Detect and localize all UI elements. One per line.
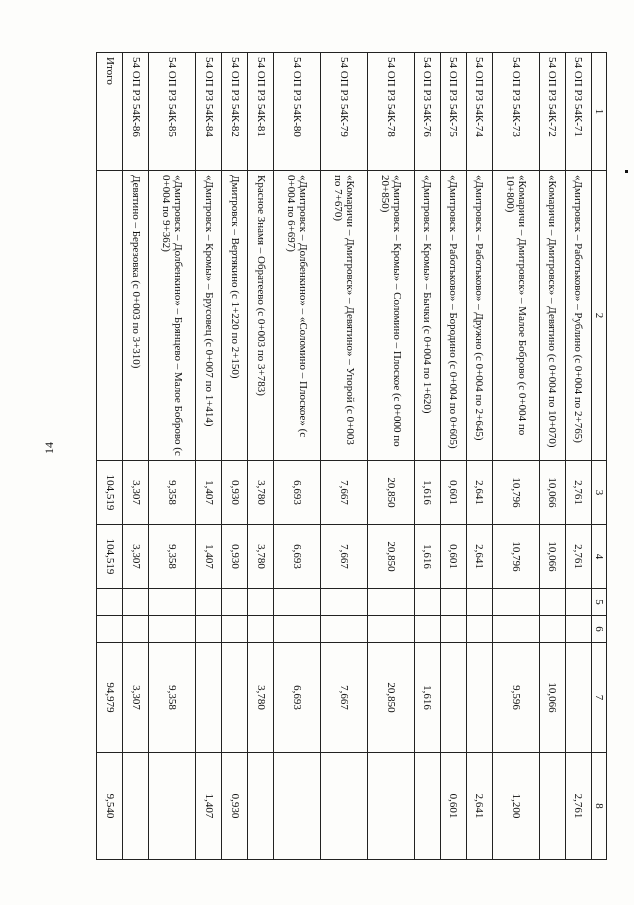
value-cell-c8	[367, 753, 414, 860]
road-id-cell: 54 ОП РЗ 54К-75	[440, 53, 466, 171]
table-row	[539, 53, 565, 860]
value-cell-c4: 20,850	[367, 525, 414, 589]
rotated-page	[96, 52, 607, 859]
value-cell-c6	[149, 616, 196, 643]
value-cell-c5	[321, 589, 368, 616]
value-cell-c7: 1,616	[414, 643, 440, 753]
road-id-cell: 54 ОП РЗ 54К-76	[414, 53, 440, 171]
road-description-cell: «Дмитровск – Кромы» – Бычки (с 0+004 по 1+620)	[414, 171, 440, 461]
value-cell-c4: 7,667	[321, 525, 368, 589]
value-cell-c3: 9,358	[149, 461, 196, 525]
table-row	[274, 53, 321, 860]
value-cell-c5	[222, 589, 248, 616]
road-description-cell: «Комаричи – Дмитровск» – Девятино (с 0+004 по 10+070)	[539, 171, 565, 461]
road-description-cell: Девятино – Березовка (с 0+003 по 3+310)	[123, 171, 149, 461]
table-row	[222, 53, 248, 860]
column-header-3: 3	[592, 461, 607, 525]
value-cell-c6	[565, 616, 591, 643]
table-row	[248, 53, 274, 860]
table-row	[321, 53, 368, 860]
value-cell-c4: 1,407	[196, 525, 222, 589]
value-cell-c4: 1,616	[414, 525, 440, 589]
value-cell-c6	[466, 616, 492, 643]
value-cell-c4: 10,796	[493, 525, 540, 589]
value-cell-c3: 20,850	[367, 461, 414, 525]
road-id-cell: 54 ОП РЗ 54К-78	[367, 53, 414, 171]
value-cell-c7: 3,780	[248, 643, 274, 753]
value-cell-c5	[196, 589, 222, 616]
value-cell-c7	[466, 643, 492, 753]
value-cell-c4: 10,066	[539, 525, 565, 589]
road-description-cell: «Дмитровск – Кромы» – Брусовец (с 0+007 по 1+414)	[196, 171, 222, 461]
value-cell-c6	[321, 616, 368, 643]
value-cell-c7: 7,667	[321, 643, 368, 753]
table-row	[414, 53, 440, 860]
road-id-cell: 54 ОП РЗ 54К-79	[321, 53, 368, 171]
value-cell-c8	[123, 753, 149, 860]
road-id-cell: 54 ОП РЗ 54К-73	[493, 53, 540, 171]
column-header-8: 8	[592, 753, 607, 860]
total-empty-cell	[97, 171, 123, 461]
value-cell-c8	[539, 753, 565, 860]
value-cell-c8	[149, 753, 196, 860]
total-value-c8: 9,540	[97, 753, 123, 860]
page-number: 14	[42, 442, 56, 454]
road-id-cell: 54 ОП РЗ 54К-82	[222, 53, 248, 171]
value-cell-c5	[248, 589, 274, 616]
road-description-cell: Красное Знамя – Обратеево (с 0+003 по 3+783)	[248, 171, 274, 461]
table-row	[196, 53, 222, 860]
value-cell-c4: 2,641	[466, 525, 492, 589]
value-cell-c8: 0,930	[222, 753, 248, 860]
value-cell-c6	[367, 616, 414, 643]
value-cell-c4: 6,693	[274, 525, 321, 589]
table-row	[367, 53, 414, 860]
value-cell-c5	[274, 589, 321, 616]
total-label: Итого	[97, 53, 123, 171]
value-cell-c5	[123, 589, 149, 616]
value-cell-c7	[222, 643, 248, 753]
value-cell-c4: 0,930	[222, 525, 248, 589]
value-cell-c7	[565, 643, 591, 753]
road-description-cell: «Дмитровск – Работьково» – Дружно (с 0+004 по 2+645)	[466, 171, 492, 461]
column-header-2: 2	[592, 171, 607, 461]
value-cell-c8: 2,641	[466, 753, 492, 860]
value-cell-c6	[414, 616, 440, 643]
value-cell-c4: 0,601	[440, 525, 466, 589]
value-cell-c4: 9,358	[149, 525, 196, 589]
value-cell-c7: 3,307	[123, 643, 149, 753]
road-id-cell: 54 ОП РЗ 54К-74	[466, 53, 492, 171]
road-id-cell: 54 ОП РЗ 54К-84	[196, 53, 222, 171]
value-cell-c3: 2,641	[466, 461, 492, 525]
value-cell-c4: 3,307	[123, 525, 149, 589]
table-row	[149, 53, 196, 860]
value-cell-c3: 10,066	[539, 461, 565, 525]
column-header-7: 7	[592, 643, 607, 753]
value-cell-c3: 3,307	[123, 461, 149, 525]
table-row	[466, 53, 492, 860]
value-cell-c5	[565, 589, 591, 616]
table-body	[97, 53, 592, 860]
value-cell-c8: 0,601	[440, 753, 466, 860]
road-description-cell: «Дмитровск – Работьково» – Бородино (с 0+004 по 0+605)	[440, 171, 466, 461]
value-cell-c8: 1,200	[493, 753, 540, 860]
value-cell-c8: 2,761	[565, 753, 591, 860]
road-description-cell: «Дмитровск – Долбенкино» – «Соломино – Плоское» (с 0+004 по 6+697)	[274, 171, 321, 461]
value-cell-c6	[539, 616, 565, 643]
total-value-c5	[97, 589, 123, 616]
road-description-cell: Дмитровск – Вертякино (с 1+220 по 2+150)	[222, 171, 248, 461]
value-cell-c6	[222, 616, 248, 643]
value-cell-c5	[149, 589, 196, 616]
value-cell-c5	[440, 589, 466, 616]
value-cell-c8	[321, 753, 368, 860]
value-cell-c3: 10,796	[493, 461, 540, 525]
total-value-c7: 94,979	[97, 643, 123, 753]
value-cell-c8	[248, 753, 274, 860]
road-id-cell: 54 ОП РЗ 54К-80	[274, 53, 321, 171]
road-id-cell: 54 ОП РЗ 54К-85	[149, 53, 196, 171]
total-value-c4: 104,519	[97, 525, 123, 589]
table-row	[565, 53, 591, 860]
value-cell-c8	[274, 753, 321, 860]
scan-mark	[625, 170, 628, 173]
value-cell-c6	[274, 616, 321, 643]
value-cell-c8: 1,407	[196, 753, 222, 860]
value-cell-c6	[248, 616, 274, 643]
value-cell-c3: 0,930	[222, 461, 248, 525]
table-row	[440, 53, 466, 860]
column-header-1: 1	[592, 53, 607, 171]
road-id-cell: 54 ОП РЗ 54К-72	[539, 53, 565, 171]
value-cell-c6	[123, 616, 149, 643]
value-cell-c3: 7,667	[321, 461, 368, 525]
value-cell-c3: 1,616	[414, 461, 440, 525]
roads-table	[96, 52, 607, 860]
value-cell-c5	[414, 589, 440, 616]
value-cell-c3: 6,693	[274, 461, 321, 525]
road-description-cell: «Дмитровск – Кромы» – Соломино – Плоское (с 0+000 по 20+850)	[367, 171, 414, 461]
value-cell-c7: 9,596	[493, 643, 540, 753]
value-cell-c5	[493, 589, 540, 616]
value-cell-c8	[414, 753, 440, 860]
road-description-cell: «Дмитровск – Долбенкино» – Брянцево – Малое Боброво (с 0+004 по 9+362)	[149, 171, 196, 461]
road-id-cell: 54 ОП РЗ 54К-71	[565, 53, 591, 171]
total-value-c6	[97, 616, 123, 643]
value-cell-c7: 20,850	[367, 643, 414, 753]
value-cell-c7	[196, 643, 222, 753]
column-header-4: 4	[592, 525, 607, 589]
road-description-cell: «Дмитровск – Работьково» – Рублино (с 0+004 по 2+765)	[565, 171, 591, 461]
value-cell-c5	[539, 589, 565, 616]
value-cell-c5	[466, 589, 492, 616]
total-value-c3: 104,519	[97, 461, 123, 525]
value-cell-c6	[196, 616, 222, 643]
total-row	[97, 53, 123, 860]
value-cell-c6	[493, 616, 540, 643]
value-cell-c4: 2,761	[565, 525, 591, 589]
value-cell-c3: 1,407	[196, 461, 222, 525]
value-cell-c7: 9,358	[149, 643, 196, 753]
value-cell-c4: 3,780	[248, 525, 274, 589]
value-cell-c6	[440, 616, 466, 643]
value-cell-c7	[440, 643, 466, 753]
value-cell-c5	[367, 589, 414, 616]
value-cell-c3: 3,780	[248, 461, 274, 525]
table-row	[493, 53, 540, 860]
table-row	[123, 53, 149, 860]
road-description-cell: «Комаричи – Дмитровск» – Девятино» – Упорой (с 0+003 по 7+670)	[321, 171, 368, 461]
value-cell-c3: 0,601	[440, 461, 466, 525]
column-header-6: 6	[592, 616, 607, 643]
road-id-cell: 54 ОП РЗ 54К-86	[123, 53, 149, 171]
value-cell-c7: 10,066	[539, 643, 565, 753]
road-id-cell: 54 ОП РЗ 54К-81	[248, 53, 274, 171]
table-header-row	[592, 53, 607, 860]
road-description-cell: «Комаричи – Дмитровск» – Малое Боброво (с 0+004 по 10+800)	[493, 171, 540, 461]
value-cell-c3: 2,761	[565, 461, 591, 525]
column-header-5: 5	[592, 589, 607, 616]
value-cell-c7: 6,693	[274, 643, 321, 753]
